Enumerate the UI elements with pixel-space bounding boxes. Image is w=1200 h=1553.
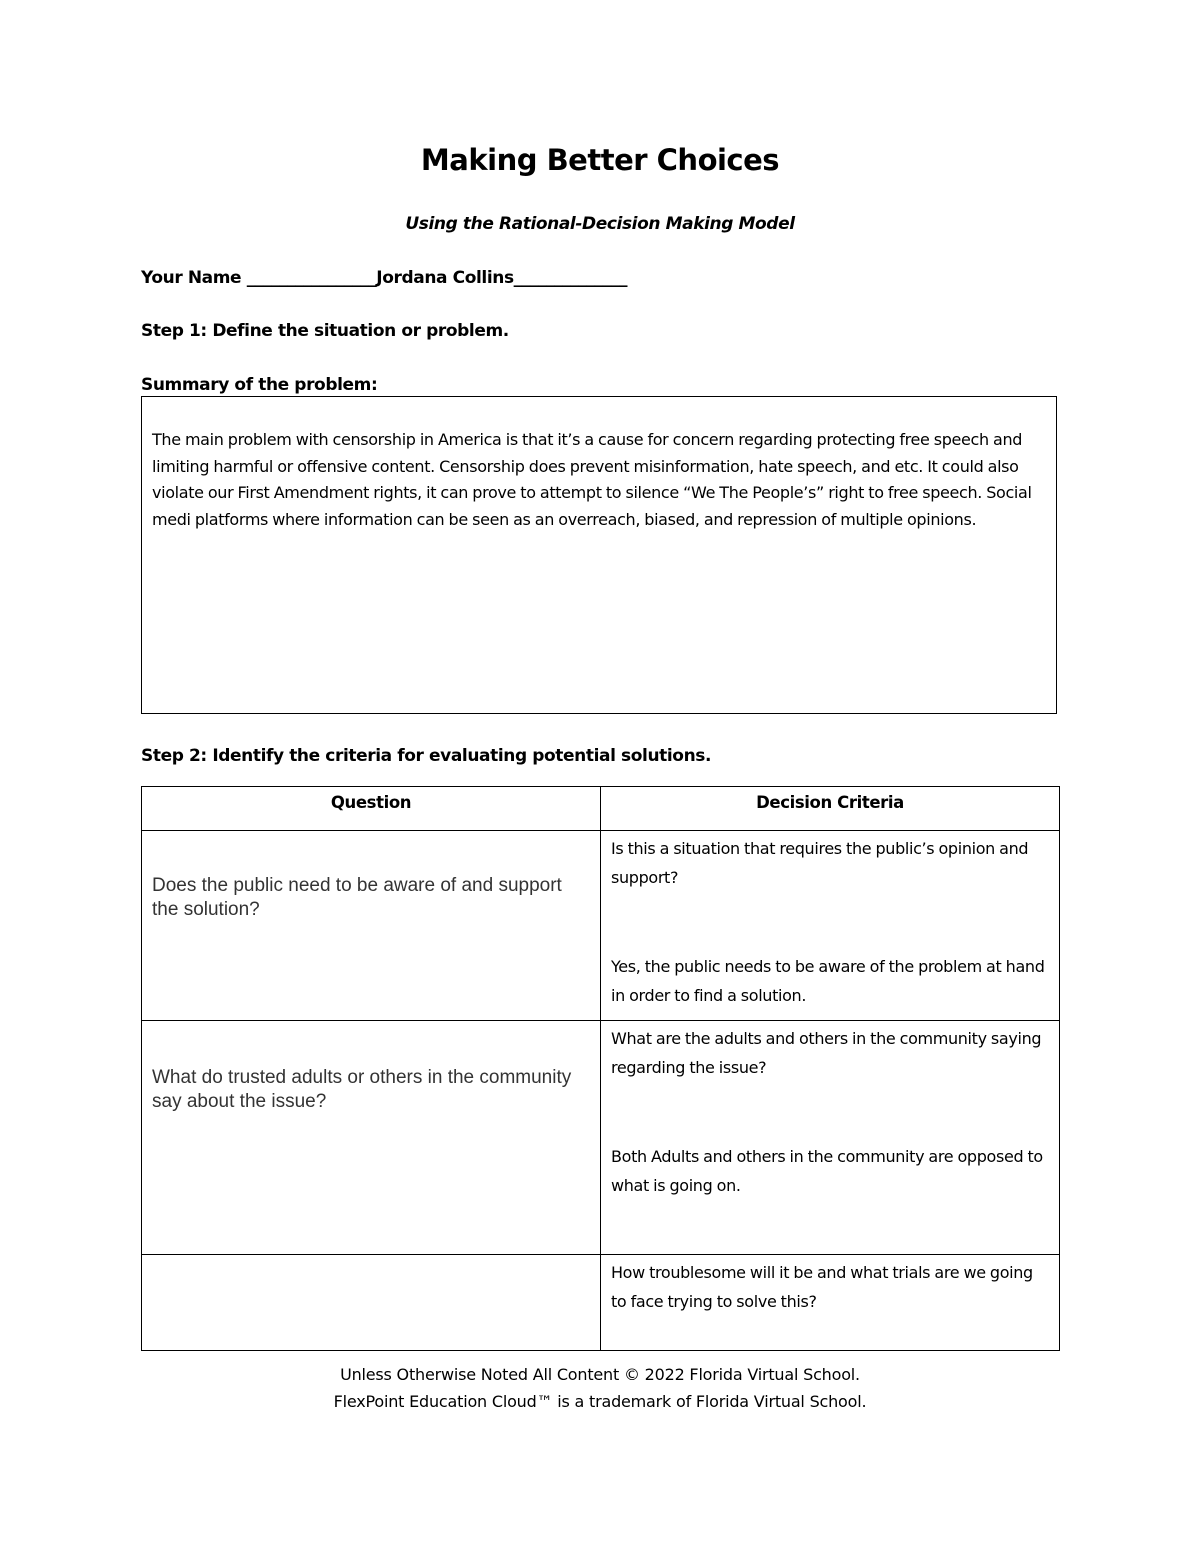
answer-text: Yes, the public needs to be aware of the problem at hand in order to find a solution. (611, 957, 1045, 1005)
criteria-text: Is this a situation that requires the public’s opinion and support? (611, 839, 1029, 887)
question-text: Does the public need to be aware of and support the solution? (152, 875, 562, 920)
summary-box (141, 396, 1057, 714)
summary-label: Summary of the problem: (141, 375, 378, 395)
column-header-question: Question (142, 787, 601, 831)
answer-text: Both Adults and others in the community are opposed to what is going on. (611, 1147, 1043, 1195)
name-label: Your Name (141, 268, 247, 288)
footer-copyright: Unless Otherwise Noted All Content © 2022 Florida Virtual School. (340, 1365, 860, 1384)
criteria-cell (601, 1021, 1060, 1255)
criteria-text: What are the adults and others in the community saying regarding the issue? (611, 1029, 1042, 1077)
table-header-row (142, 787, 1060, 831)
question-text: What do trusted adults or others in the community say about the issue? (152, 1067, 572, 1112)
criteria-cell (601, 1255, 1060, 1351)
criteria-text: How troublesome will it be and what trials are we going to face trying to solve this? (611, 1263, 1033, 1311)
summary-text: The main problem with censorship in America is that it’s a cause for concern regarding protecting free speech and limiting harmful or offensive content. Censorship does prevent misinformation, hate speech, and etc. It could also violate our First Amendment rights, it can prove to attempt to silence “We The People’s” right to free speech. Social medi platforms where information can be seen as an overreach, biased, and repression of multiple opinions. (152, 430, 1032, 529)
name-value: ________________Jordana Collins______________ (246, 268, 628, 288)
criteria-table (141, 786, 1060, 1351)
step2-heading: Step 2: Identify the criteria for evaluating potential solutions. (141, 746, 712, 766)
table-row (142, 831, 1060, 1021)
page-subtitle: Using the Rational-Decision Making Model (405, 214, 795, 234)
step1-heading: Step 1: Define the situation or problem. (141, 321, 509, 341)
column-header-decision-criteria: Decision Criteria (601, 787, 1060, 831)
table-row (142, 1255, 1060, 1351)
table-row (142, 1021, 1060, 1255)
question-cell (142, 1255, 601, 1351)
question-cell (142, 1021, 601, 1255)
criteria-cell (601, 831, 1060, 1021)
footer-trademark: FlexPoint Education Cloud™ is a trademark of Florida Virtual School. (333, 1392, 867, 1411)
page-title: Making Better Choices (420, 143, 780, 177)
name-field (141, 268, 627, 288)
question-cell (142, 831, 601, 1021)
